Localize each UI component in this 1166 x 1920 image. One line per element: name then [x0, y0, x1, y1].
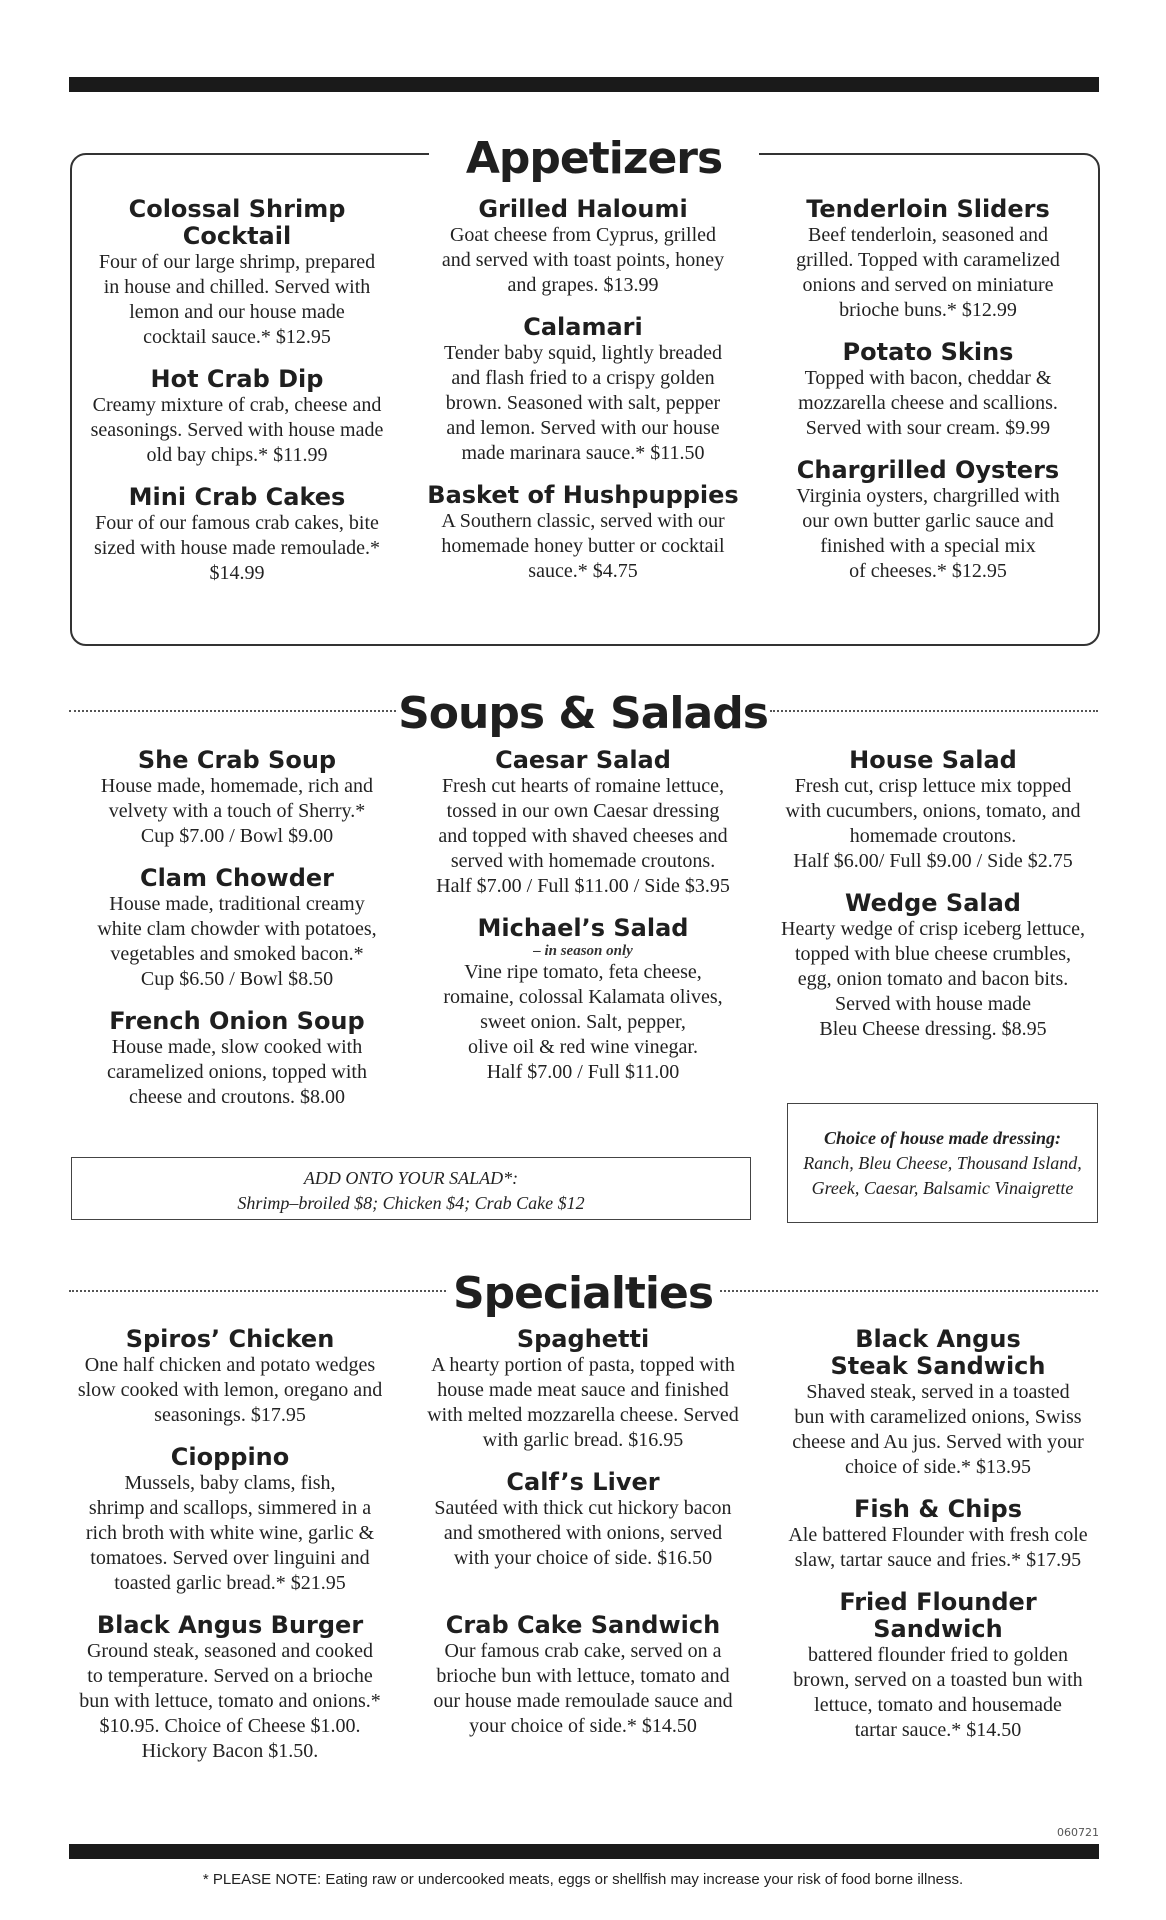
menu-item — [413, 747, 753, 899]
item-name: She Crab Soup — [137, 746, 337, 774]
menu-item — [413, 915, 753, 1085]
item-description: House made, slow cooked with caramelized onions, topped with cheese and croutons. $8.00 — [107, 1036, 367, 1108]
item-name: Potato Skins — [842, 338, 1014, 366]
item-name: Grilled Haloumi — [478, 195, 688, 223]
appetizers-col-1 — [72, 196, 402, 586]
menu-item — [773, 1589, 1103, 1743]
specialties-heading: Specialties — [446, 1272, 720, 1316]
specialties-divider-right — [720, 1290, 1098, 1292]
item-description: Ale battered Flounder with fresh cole slaw, tartar sauce and fries.* $17.95 — [788, 1524, 1088, 1571]
item-name: Clam Chowder — [139, 864, 335, 892]
menu-item — [65, 1612, 395, 1764]
menu-item — [72, 865, 402, 992]
item-description: A hearty portion of pasta, topped with house made meat sauce and finished with melted mozzarella cheese. Served with garlic bread. $16.95 — [427, 1354, 739, 1451]
menu-item — [768, 339, 1088, 441]
item-description: Tender baby squid, lightly breaded and flash fried to a crispy golden brown. Seasoned with salt, pepper and lemon. Served with our house made marinara sauce.* $11.50 — [444, 342, 722, 464]
item-description: One half chicken and potato wedges slow cooked with lemon, oregano and seasonings. $17.95 — [77, 1354, 383, 1426]
item-name: Chargrilled Oysters — [796, 456, 1060, 484]
item-name: Black Angus Steak Sandwich — [830, 1325, 1046, 1380]
item-name: Cioppino — [170, 1443, 290, 1471]
item-name: Basket of Hushpuppies — [427, 481, 739, 509]
menu-item — [413, 482, 753, 584]
menu-item — [773, 1326, 1103, 1480]
item-name: Michael’s Salad — [477, 914, 689, 942]
soups-col-3 — [768, 747, 1098, 1042]
appetizers-heading: Appetizers — [429, 137, 759, 181]
soups-col-2 — [413, 747, 753, 1085]
item-name: Spiros’ Chicken — [125, 1325, 335, 1353]
dressing-options: Greek, Caesar, Balsamic Vinaigrette — [811, 1178, 1074, 1198]
item-name: Wedge Salad — [845, 889, 1021, 917]
footer-disclaimer: * PLEASE NOTE: Eating raw or undercooked meats, eggs or shellfish may increase your risk of food borne illness. — [202, 1871, 964, 1888]
item-name: French Onion Soup — [109, 1007, 365, 1035]
item-name: Calamari — [523, 313, 643, 341]
item-name: Colossal Shrimp Cocktail — [128, 195, 346, 250]
menu-item — [72, 484, 402, 586]
menu-item — [413, 1612, 753, 1739]
item-name: House Salad — [849, 746, 1017, 774]
item-description: Creamy mixture of crab, cheese and seasonings. Served with house made old bay chips.* $11.99 — [90, 394, 384, 466]
item-description: Beef tenderloin, seasoned and grilled. Topped with caramelized onions and served on miniature brioche buns.* $12.99 — [796, 224, 1060, 321]
item-name: Black Angus Burger — [96, 1611, 364, 1639]
item-description: Four of our large shrimp, prepared in house and chilled. Served with lemon and our house made cocktail sauce.* $12.95 — [98, 251, 376, 348]
item-description: Virginia oysters, chargrilled with our own butter garlic sauce and finished with a special mix of cheeses.* $12.95 — [796, 485, 1060, 582]
soups-divider-left — [69, 710, 396, 712]
addon-options: Shrimp–broiled $8; Chicken $4; Crab Cake $12 — [237, 1193, 585, 1213]
appetizers-col-3 — [768, 196, 1088, 584]
menu-item — [768, 747, 1098, 874]
specialties-divider-left — [69, 1290, 446, 1292]
item-name: Calf’s Liver — [506, 1468, 660, 1496]
menu-item — [413, 196, 753, 298]
item-description: Fresh cut, crisp lettuce mix topped with cucumbers, onions, tomato, and homemade croutons. Half $6.00/ Full $9.00 / Side $2.75 — [785, 775, 1081, 872]
item-description: Ground steak, seasoned and cooked to temperature. Served on a brioche bun with lettuce, tomato and onions.* $10.95. Choice of Cheese $1.00. Hickory Bacon $1.50. — [79, 1640, 381, 1762]
item-name: Mini Crab Cakes — [128, 483, 346, 511]
item-description: House made, homemade, rich and velvety with a touch of Sherry.* Cup $7.00 / Bowl $9.00 — [100, 775, 374, 847]
item-description: Fresh cut hearts of romaine lettuce, tossed in our own Caesar dressing and topped with shaved cheeses and served with homemade croutons. Half $7.00 / Full $11.00 / Side $3.95 — [436, 775, 730, 897]
item-name: Hot Crab Dip — [150, 365, 324, 393]
item-description: Shaved steak, served in a toasted bun with caramelized onions, Swiss cheese and Au jus. Served with your choice of side.* $13.95 — [792, 1381, 1084, 1478]
specialties-col-2 — [413, 1326, 753, 1739]
menu-item — [65, 1444, 395, 1596]
addon-heading: ADD ONTO YOUR SALAD*: — [303, 1168, 519, 1188]
menu-item — [413, 1469, 753, 1571]
menu-item — [768, 196, 1088, 323]
item-note: – in season only — [533, 943, 633, 959]
appetizers-col-2 — [413, 196, 753, 584]
menu-code: 060721 — [1057, 1826, 1099, 1839]
menu-item — [72, 196, 402, 350]
bottom-rule — [69, 1844, 1099, 1859]
menu-item — [72, 1008, 402, 1110]
specialties-col-3 — [773, 1326, 1103, 1743]
item-description: House made, traditional creamy white clam chowder with potatoes, vegetables and smoked bacon.* Cup $6.50 / Bowl $8.50 — [97, 893, 377, 990]
item-description: Four of our famous crab cakes, bite sized with house made remoulade.* $14.99 — [93, 512, 381, 584]
soups-divider-right — [770, 710, 1098, 712]
specialties-col-1 — [65, 1326, 395, 1764]
menu-item — [72, 366, 402, 468]
top-rule — [69, 77, 1099, 92]
item-description: Topped with bacon, cheddar & mozzarella cheese and scallions. Served with sour cream. $9.99 — [798, 367, 1058, 439]
item-name: Caesar Salad — [495, 746, 671, 774]
dressing-options: Ranch, Bleu Cheese, Thousand Island, — [803, 1153, 1082, 1173]
item-description: Vine ripe tomato, feta cheese, romaine, colossal Kalamata olives, sweet onion. Salt, pepper, olive oil & red wine vinegar. Half $7.00 / Full $11.00 — [443, 961, 723, 1083]
menu-item — [768, 457, 1088, 584]
salad-addon-box — [71, 1157, 751, 1220]
dressing-box — [787, 1103, 1098, 1223]
item-description: Our famous crab cake, served on a brioche bun with lettuce, tomato and our house made remoulade sauce and your choice of side.* $14.50 — [433, 1640, 733, 1737]
item-description: A Southern classic, served with our homemade honey butter or cocktail sauce.* $4.75 — [441, 510, 725, 582]
item-description: Goat cheese from Cyprus, grilled and served with toast points, honey and grapes. $13.99 — [441, 224, 725, 296]
menu-item — [413, 314, 753, 466]
soups-col-1 — [72, 747, 402, 1110]
menu-item — [413, 1326, 753, 1453]
menu-item — [65, 1326, 395, 1428]
dressing-heading: Choice of house made dressing: — [823, 1128, 1061, 1148]
item-name: Spaghetti — [516, 1325, 650, 1353]
item-name: Fish & Chips — [853, 1495, 1023, 1523]
item-name: Fried Flounder Sandwich — [839, 1588, 1037, 1643]
item-name: Tenderloin Sliders — [806, 195, 1050, 223]
menu-item — [768, 890, 1098, 1042]
item-description: Mussels, baby clams, fish, shrimp and scallops, simmered in a rich broth with white wine, garlic & tomatoes. Served over linguini and toasted garlic bread.* $21.95 — [85, 1472, 375, 1594]
soups-heading: Soups & Salads — [396, 692, 770, 736]
item-description: battered flounder fried to golden brown, served on a toasted bun with lettuce, tomato and housemade tartar sauce.* $14.50 — [793, 1644, 1083, 1741]
menu-item — [773, 1496, 1103, 1573]
menu-item — [72, 747, 402, 849]
item-description: Hearty wedge of crisp iceberg lettuce, topped with blue cheese crumbles, egg, onion tomato and bacon bits. Served with house made Bleu Cheese dressing. $8.95 — [781, 918, 1085, 1040]
item-description: Sautéed with thick cut hickory bacon and smothered with onions, served with your choice of side. $16.50 — [434, 1497, 732, 1569]
item-name: Crab Cake Sandwich — [445, 1611, 721, 1639]
